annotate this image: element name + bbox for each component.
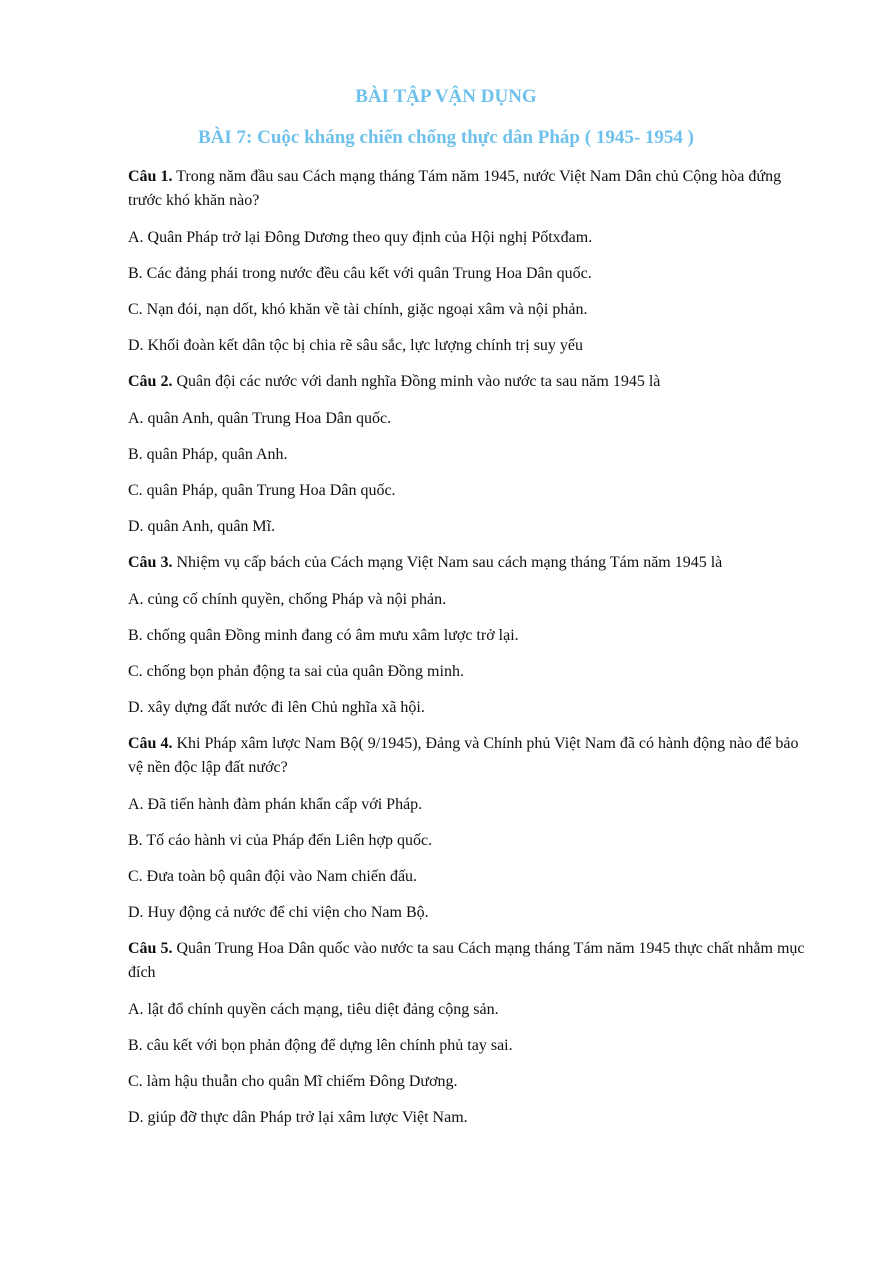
answer-option: A. Đã tiến hành đàm phán khẩn cấp với Pháp. xyxy=(128,796,423,813)
question-number: Câu 5. xyxy=(128,940,173,957)
question-stem xyxy=(128,732,808,780)
answer-option: A. quân Anh, quân Trung Hoa Dân quốc. xyxy=(128,410,392,427)
answer-option: B. chống quân Đồng minh đang có âm mưu xâm lược trở lại. xyxy=(128,627,519,644)
question-block xyxy=(128,732,808,925)
question-text: Nhiệm vụ cấp bách của Cách mạng Việt Nam sau cách mạng tháng Tám năm 1945 là xyxy=(172,554,723,571)
question-number: Câu 3. xyxy=(128,554,173,571)
question-stem xyxy=(128,937,808,985)
question-list xyxy=(128,165,808,1142)
answer-option: D. xây dựng đất nước đi lên Chủ nghĩa xã hội. xyxy=(128,699,425,716)
question-number: Câu 2. xyxy=(128,373,173,390)
question-block xyxy=(128,937,808,1130)
answer-option: B. quân Pháp, quân Anh. xyxy=(128,446,288,463)
question-text: Trong năm đầu sau Cách mạng tháng Tám năm 1945, nước Việt Nam Dân chủ Cộng hòa đứng trước khó khăn nào? xyxy=(128,168,782,209)
answer-option: D. Huy động cả nước để chi viện cho Nam Bộ. xyxy=(128,904,429,921)
answer-option: B. Tố cáo hành vi của Pháp đến Liên hợp quốc. xyxy=(128,832,433,849)
answer-option: C. Nạn đói, nạn dốt, khó khăn về tài chính, giặc ngoại xâm và nội phản. xyxy=(128,301,588,318)
answer-option: D. giúp đỡ thực dân Pháp trở lại xâm lược Việt Nam. xyxy=(128,1109,468,1126)
question-number: Câu 1. xyxy=(128,168,173,185)
answer-option: A. lật đổ chính quyền cách mạng, tiêu diệt đảng cộng sản. xyxy=(128,1001,499,1018)
answer-option: B. câu kết với bọn phản động để dựng lên chính phủ tay sai. xyxy=(128,1037,513,1054)
question-block xyxy=(128,370,808,539)
answer-option: C. Đưa toàn bộ quân đội vào Nam chiến đấu. xyxy=(128,868,418,885)
page-title: BÀI TẬP VẬN DỤNG xyxy=(355,86,537,107)
question-block xyxy=(128,551,808,720)
answer-option: C. quân Pháp, quân Trung Hoa Dân quốc. xyxy=(128,482,396,499)
question-text: Quân đội các nước với danh nghĩa Đồng minh vào nước ta sau năm 1945 là xyxy=(172,373,661,390)
answer-option: B. Các đảng phái trong nước đều câu kết với quân Trung Hoa Dân quốc. xyxy=(128,265,592,282)
answer-option: A. củng cố chính quyền, chống Pháp và nội phản. xyxy=(128,591,447,608)
lesson-title: BÀI 7: Cuộc kháng chiến chống thực dân Pháp ( 1945- 1954 ) xyxy=(198,127,694,148)
question-stem xyxy=(128,165,808,213)
question-text: Khi Pháp xâm lược Nam Bộ( 9/1945), Đảng và Chính phủ Việt Nam đã có hành động nào để bảo vệ nền độc lập đất nước? xyxy=(128,735,799,776)
answer-option: C. chống bọn phản động ta sai của quân Đồng minh. xyxy=(128,663,464,680)
answer-option: A. Quân Pháp trở lại Đông Dương theo quy định của Hội nghị Pốtxđam. xyxy=(128,229,593,246)
question-stem xyxy=(128,551,808,575)
answer-option: C. làm hậu thuẫn cho quân Mĩ chiếm Đông Dương. xyxy=(128,1073,458,1090)
answer-option: D. Khối đoàn kết dân tộc bị chia rẽ sâu sắc, lực lượng chính trị suy yếu xyxy=(128,337,584,354)
question-block xyxy=(128,165,808,358)
question-text: Quân Trung Hoa Dân quốc vào nước ta sau Cách mạng tháng Tám năm 1945 thực chất nhằm mục đích xyxy=(128,940,805,981)
question-number: Câu 4. xyxy=(128,735,173,752)
question-stem xyxy=(128,370,808,394)
answer-option: D. quân Anh, quân Mĩ. xyxy=(128,518,276,535)
